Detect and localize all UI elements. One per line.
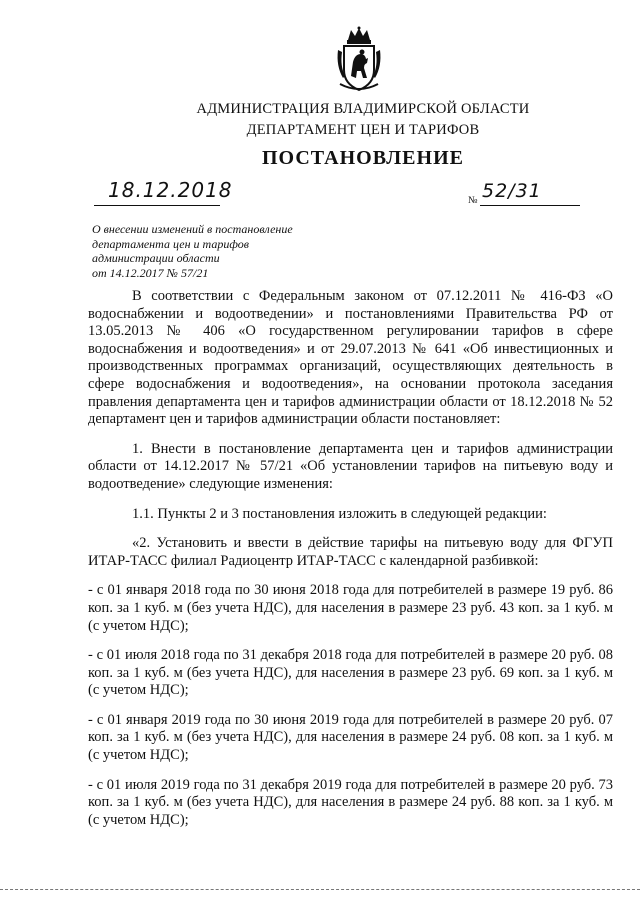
- clause-1-1: 1.1. Пункты 2 и 3 постановления изложить в следующей редакции:: [132, 505, 547, 522]
- preamble-paragraph: В соответствии с Федеральным законом от 07.12.2011 № 416-ФЗ «О водоснабжении и водоотведении» и постановлениями Правительства РФ от 13.05.2013 № 406 «О государственном регулировании тарифов в сфере водоснабжения и водоотведения» и от 29.07.2013 № 641 «Об инвестиционных и производственных программах организаций, осуществляющих деятельность в сфере водоснабжения и водоотведения», на основании протокола заседания правления департамента цен и тарифов администрации области от 18.12.2018 № 52 департамент цен и тарифов администрации области постановляет:: [88, 288, 613, 428]
- tariff-item: - с 01 июля 2018 года по 31 декабря 2018 года для потребителей в размере 20 руб. 08 коп. за 1 куб. м (без учета НДС), для населения в размере 23 руб. 69 коп. за 1 куб. м (с учетом НДС);: [88, 647, 613, 699]
- document-subject: [92, 222, 332, 280]
- document-title: ПОСТАНОВЛЕНИЕ: [262, 147, 464, 169]
- date-underline: [94, 205, 220, 206]
- tariff-item: - с 01 июля 2019 года по 31 декабря 2019 года для потребителей в размере 20 руб. 73 коп. за 1 куб. м (без учета НДС), для населения в размере 24 руб. 88 коп. за 1 куб. м (с учетом НДС);: [88, 776, 613, 828]
- number-underline: [480, 205, 580, 206]
- subject-line: от 14.12.2017 № 57/21: [92, 265, 209, 280]
- clause-1: 1. Внести в постановление департамента цен и тарифов администрации области от 14.12.2017 № 57/21 «Об установлении тарифов на питьевую воду и водоотведение» следующие изменения:: [88, 440, 613, 492]
- document-number: 52/31: [482, 180, 542, 202]
- department-name: ДЕПАРТАМЕНТ ЦЕН И ТАРИФОВ: [246, 122, 480, 138]
- subject-line: департамента цен и тарифов: [92, 236, 249, 251]
- coat-of-arms-icon: [334, 26, 384, 92]
- document-body: [88, 288, 613, 829]
- subject-line: администрации области: [92, 251, 220, 265]
- subject-line: О внесении изменений в постановление: [92, 222, 293, 236]
- page-edge-divider: [0, 889, 640, 890]
- number-label: №: [468, 195, 478, 206]
- clause-2: «2. Установить и ввести в действие тарифы на питьевую воду для ФГУП ИТАР-ТАСС филиал Радиоцентр ИТАР-ТАСС с календарной разбивкой:: [88, 535, 613, 569]
- organization-name: АДМИНИСТРАЦИЯ ВЛАДИМИРСКОЙ ОБЛАСТИ: [196, 101, 530, 117]
- tariff-item: - с 01 января 2018 года по 30 июня 2018 года для потребителей в размере 19 руб. 86 коп. за 1 куб. м (без учета НДС), для населения в размере 23 руб. 43 коп. за 1 куб. м (с учетом НДС);: [88, 582, 613, 634]
- document-date: 18.12.2018: [108, 178, 233, 202]
- tariff-item: - с 01 января 2019 года по 30 июня 2019 года для потребителей в размере 20 руб. 07 коп. за 1 куб. м (без учета НДС), для населения в размере 24 руб. 08 коп. за 1 куб. м (с учетом НДС);: [88, 711, 613, 764]
